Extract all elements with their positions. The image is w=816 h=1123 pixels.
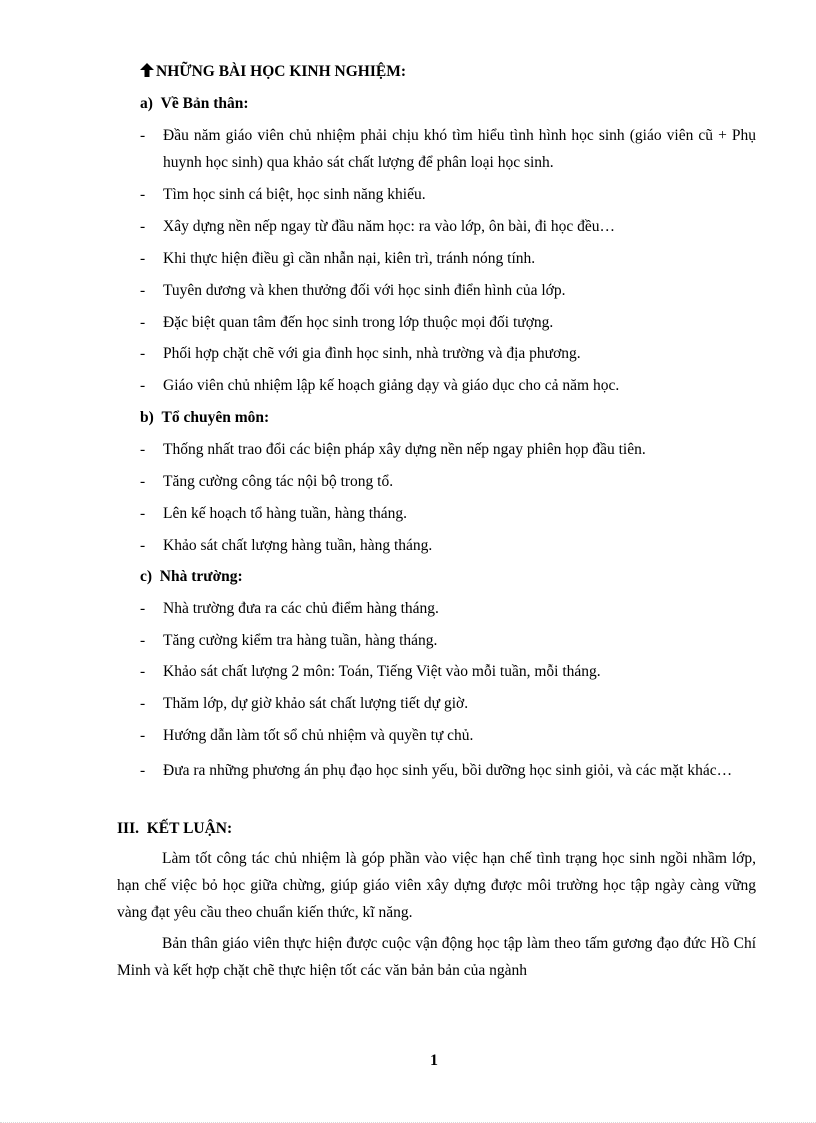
list-item: Xây dựng nền nếp ngay từ đầu năm học: ra vào lớp, ôn bài, đi học đều…	[163, 218, 615, 235]
bullet-marker: -	[140, 314, 146, 331]
bullet-marker: -	[140, 441, 146, 458]
list-item: Tuyên dương và khen thưởng đối với học sinh điển hình của lớp.	[163, 282, 566, 299]
list-item: Giáo viên chủ nhiệm lập kế hoạch giảng dạy và giáo dục cho cả năm học.	[163, 377, 620, 394]
list-item: Tăng cường công tác nội bộ trong tổ.	[163, 473, 394, 490]
bullet-marker: -	[140, 377, 146, 394]
paragraph: Làm tốt công tác chủ nhiệm là góp phần vào việc hạn chế tình trạng học sinh ngồi nhầm lớp, hạn chế việc bỏ học giữa chừng, giúp giáo viên xây dựng được môi trường học tập ngày càng vững vàng đạt yêu cầu theo chuẩn kiến thức, kĩ năng.	[117, 850, 756, 921]
bullet-marker: -	[140, 473, 146, 490]
bullet-marker: -	[140, 127, 146, 144]
subsection-title: Về Bản thân:	[160, 95, 249, 112]
section-title: KẾT LUẬN:	[146, 820, 233, 837]
arrow-up-icon	[140, 63, 154, 77]
subsection-title: Nhà trường:	[159, 568, 243, 585]
bullet-marker: -	[140, 695, 146, 712]
list-item: Tăng cường kiểm tra hàng tuần, hàng tháng.	[163, 632, 438, 649]
bullet-marker: -	[140, 218, 146, 235]
list-item: Khi thực hiện điều gì cần nhẫn nại, kiên trì, tránh nóng tính.	[163, 250, 536, 267]
subsection-a-heading	[140, 94, 249, 114]
list-item: Thống nhất trao đổi các biện pháp xây dựng nền nếp ngay phiên họp đầu tiên.	[163, 441, 646, 458]
subsection-c-heading	[140, 567, 243, 587]
list-item: Hướng dẫn làm tốt sổ chủ nhiệm và quyền tự chủ.	[163, 727, 474, 744]
section-number: III.	[117, 820, 139, 837]
heading-text: NHỮNG BÀI HỌC KINH NGHIỆM:	[156, 63, 407, 80]
list-item: Đặc biệt quan tâm đến học sinh trong lớp thuộc mọi đối tượng.	[163, 314, 554, 331]
subsection-title: Tổ chuyên môn:	[161, 409, 270, 426]
list-item: Phối hợp chặt chẽ với gia đình học sinh, nhà trường và địa phương.	[163, 345, 581, 362]
bullet-marker: -	[140, 186, 146, 203]
list-item: Thăm lớp, dự giờ khảo sát chất lượng tiết dự giờ.	[163, 695, 469, 712]
bullet-marker: -	[140, 345, 146, 362]
list-item: Khảo sát chất lượng hàng tuần, hàng tháng.	[163, 537, 433, 554]
list-item: Nhà trường đưa ra các chủ điểm hàng tháng.	[163, 600, 439, 617]
subsection-label: a)	[140, 95, 153, 112]
paragraph: Bản thân giáo viên thực hiện được cuộc vận động học tập làm theo tấm gương đạo đức Hồ Chí Minh và kết hợp chặt chẽ thực hiện tốt các văn bản bản của ngành	[117, 935, 756, 979]
list-item: Đầu năm giáo viên chủ nhiệm phải chịu khó tìm hiểu tình hình học sinh (giáo viên cũ + Phụ huynh học sinh) qua khảo sát chất lượng để phân loại học sinh.	[163, 127, 756, 171]
subsection-label: b)	[140, 409, 154, 426]
bullet-marker: -	[140, 537, 146, 554]
bullet-marker: -	[140, 282, 146, 299]
list-item: Lên kế hoạch tổ hàng tuần, hàng tháng.	[163, 505, 408, 522]
bullet-marker: -	[140, 727, 146, 744]
page-number: 1	[430, 1052, 438, 1069]
conclusion-heading	[117, 819, 232, 839]
bullet-marker: -	[140, 632, 146, 649]
list-item: Tìm học sinh cá biệt, học sinh năng khiếu.	[163, 186, 426, 203]
list-item: Đưa ra những phương án phụ đạo học sinh yếu, bồi dưỡng học sinh giỏi, và các mặt khác…	[163, 762, 733, 779]
bullet-marker: -	[140, 250, 146, 267]
subsection-label: c)	[140, 568, 153, 585]
bullet-marker: -	[140, 505, 146, 522]
subsection-b-heading	[140, 408, 269, 428]
section-heading	[140, 62, 406, 82]
list-item: Khảo sát chất lượng 2 môn: Toán, Tiếng Việt vào mỗi tuần, mỗi tháng.	[163, 663, 601, 680]
bullet-marker: -	[140, 600, 146, 617]
bullet-marker: -	[140, 663, 146, 680]
bullet-marker: -	[140, 762, 146, 779]
